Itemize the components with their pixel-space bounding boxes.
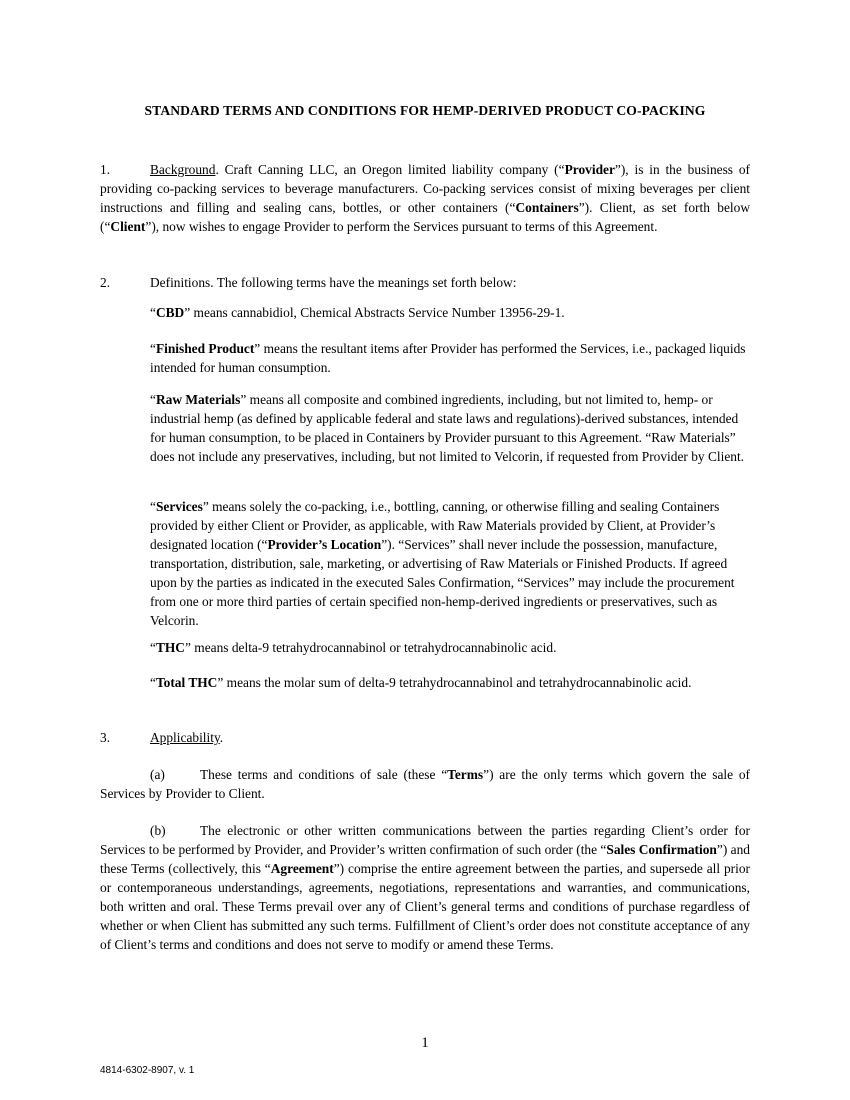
section-text: ”). Client, as set forth below (“	[100, 200, 750, 234]
defined-term: THC	[155, 640, 185, 655]
defined-term: Agreement	[270, 861, 334, 876]
applicability-a	[100, 765, 750, 803]
clause-label: (b)	[150, 823, 166, 838]
defined-term: Provider’s Location	[267, 537, 382, 552]
clause-label: (a)	[150, 767, 165, 782]
clause-text: The electronic or other written communications between the parties regarding Client’s order for Services to be performed by Provider, and Provider’s written confirmation of such order (the “	[100, 823, 750, 857]
defined-term: Sales Confirmation	[606, 842, 717, 857]
definition-finished-product: “Finished Product” means the resultant items after Provider has performed the Services, i.e., packaged liquids intended for human consumption.	[150, 341, 746, 375]
definition-raw-materials: “Raw Materials” means all composite and combined ingredients, including, but not limited to, hemp- or industrial hemp (as defined by applicable federal and state laws and regulations)-derived substances, intended for human consumption, to be placed in Containers by Provider pursuant to this Agreement. “Raw Materials” does not include any preservatives, including, but not limited to Velcorin, if requested from Provider by Client.	[150, 392, 745, 464]
defined-term: Terms	[447, 767, 484, 782]
defined-term: CBD	[155, 305, 185, 320]
definition-text: ”). “Services” shall never include the possession, manufacture, transportation, distribution, sale, marketing, or advertising of Raw Materials or Finished Products. If agreed upon by the parties as indicated in the executed Sales Confirmation, “Services” may include the procurement from one or more third parties of certain specified non-hemp-derived ingredients or preservatives, such as Velcorin.	[150, 537, 735, 628]
clause-text: ”) are the only terms which govern the sale of Services by Provider to Client.	[100, 767, 750, 801]
definition-cbd: “CBD” means cannabidiol, Chemical Abstracts Service Number 13956-29-1.	[150, 305, 565, 320]
definition-total-thc: “Total THC” means the molar sum of delta-9 tetrahydrocannabinol and tetrahydrocannabinolic acid.	[150, 675, 692, 690]
section-number: 3.	[100, 730, 111, 745]
definition-text: ” means the resultant items after Provider has performed the Services, i.e., packaged liquids intended for human consumption.	[150, 341, 746, 375]
section-number: 1.	[100, 162, 111, 177]
definition-text: ” means the molar sum of delta-9 tetrahydrocannabinol and tetrahydrocannabinolic acid.	[217, 675, 692, 690]
clause-text: These terms and conditions of sale (these “	[200, 767, 448, 782]
section-background	[100, 160, 750, 236]
clause-text: ”) comprise the entire agreement between the parties, and supersede all prior or contemporaneous understandings, agreements, negotiations, representations and warranties, and communications, both written and oral. These Terms prevail over any of Client’s general terms and conditions of purchase regardless of whether or when Client has submitted any such terms. Fulfillment of Client’s order does not constitute acceptance of any of Client’s terms and conditions and does not serve to modify or amend these Terms.	[100, 861, 751, 952]
definition-text: ” means all composite and combined ingredients, including, but not limited to, hemp- or industrial hemp (as defined by applicable federal and state laws and regulations)-derived substances, intended for human consumption, to be placed in Containers by Provider pursuant to this Agreement. “Raw Materials” does not include any preservatives, including, but not limited to Velcorin, if requested from Provider by Client.	[150, 392, 745, 464]
definition-text: ” means delta-9 tetrahydrocannabinol or tetrahydrocannabinolic acid.	[184, 640, 557, 655]
section-text: ”), now wishes to engage Provider to perform the Services pursuant to terms of this Agreement.	[145, 219, 658, 234]
defined-term: Total THC	[155, 675, 218, 690]
definition-text: ” means solely the co-packing, i.e., bottling, canning, or otherwise filling and sealing Containers provided by either Client or Provider, as applicable, with Raw Materials provided by Client, at Provider’s designated location (“	[150, 499, 720, 552]
document-title: STANDARD TERMS AND CONDITIONS FOR HEMP-DERIVED PRODUCT CO-PACKING	[144, 103, 706, 118]
defined-term: Containers	[515, 200, 579, 215]
defined-term: Client	[110, 219, 146, 234]
document-id: 4814-6302-8907, v. 1	[100, 1065, 195, 1076]
section-applicability: 3. Applicability.	[100, 730, 224, 745]
section-text: . Craft Canning LLC, an Oregon limited liability company (“	[215, 162, 565, 177]
defined-term: Raw Materials	[155, 392, 241, 407]
section-text: Definitions. The following terms have the meanings set forth below:	[150, 275, 517, 290]
clause-text: ”) and these Terms (collectively, this “	[100, 842, 750, 876]
defined-term: Provider	[564, 162, 615, 177]
section-heading: Background	[150, 162, 216, 177]
section-heading: Applicability	[150, 730, 220, 745]
definition-services: “Services” means solely the co-packing, i.e., bottling, canning, or otherwise filling and sealing Containers provided by either Client or Provider, as applicable, with Raw Materials provided by Client, at Provider’s designated location (“Provider’s Location”). “Services” shall never include the possession, manufacture, transportation, distribution, sale, marketing, or advertising of Raw Materials or Finished Products. If agreed upon by the parties as indicated in the executed Sales Confirmation, “Services” may include the procurement from one or more third parties of certain specified non-hemp-derived ingredients or preservatives, such as Velcorin.	[150, 499, 735, 628]
section-text: ”), is in the business of providing co-packing services to beverage manufacturers. Co-packing services consist of mixing beverages per client instructions and filling and sealing cans, bottles, or other containers (“	[100, 162, 750, 215]
defined-term: Finished Product	[155, 341, 255, 356]
definition-text: ” means cannabidiol, Chemical Abstracts Service Number 13956-29-1.	[184, 305, 565, 320]
applicability-b	[100, 821, 750, 954]
defined-term: Services	[155, 499, 203, 514]
section-definitions-intro	[100, 273, 750, 292]
page-number: 1	[421, 1035, 429, 1051]
definition-thc: “THC” means delta-9 tetrahydrocannabinol or tetrahydrocannabinolic acid.	[150, 640, 557, 655]
section-number: 2.	[100, 275, 111, 290]
